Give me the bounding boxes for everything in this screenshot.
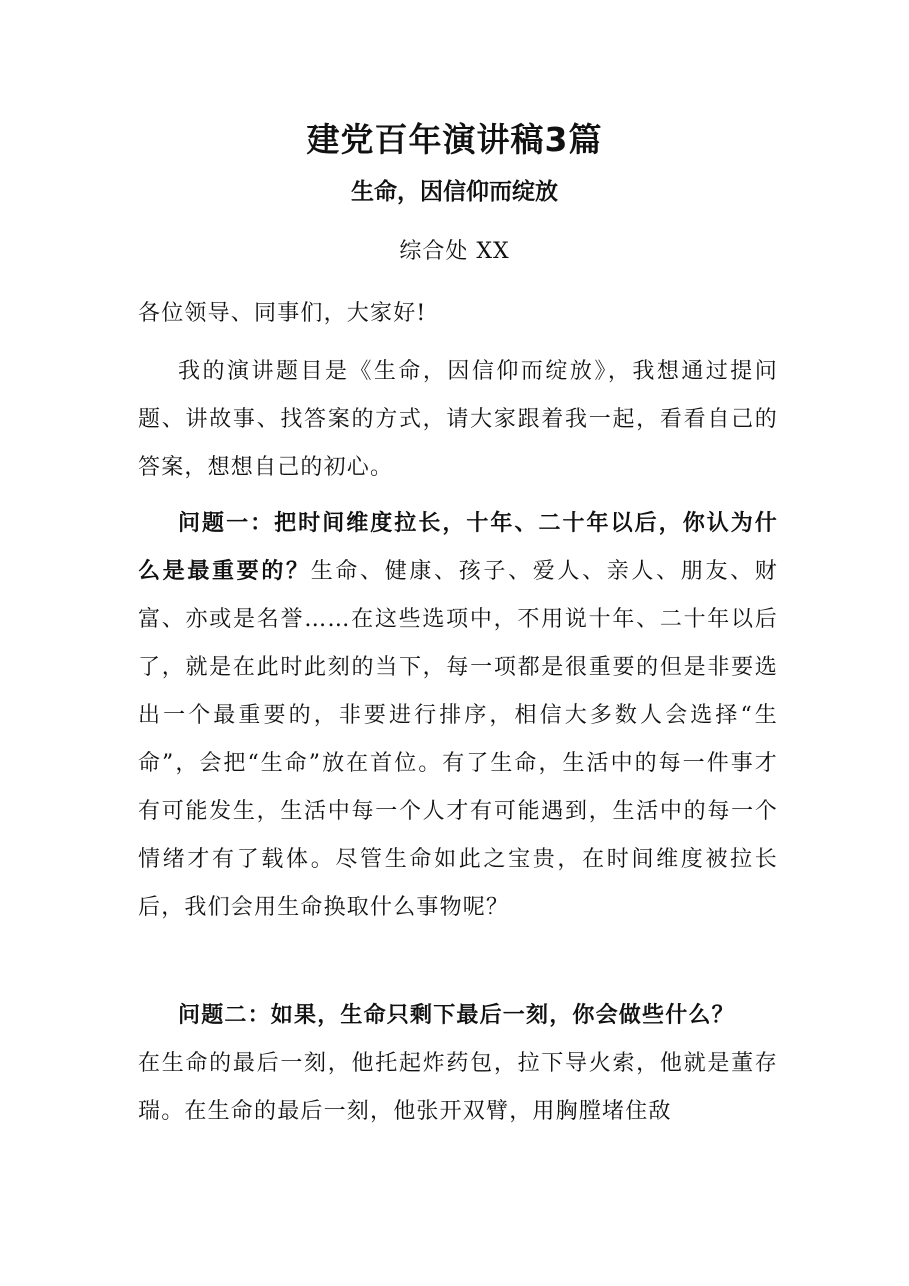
document-title: 建党百年演讲稿3篇	[306, 120, 603, 159]
question-two-body: 在生命的最后一刻，他托起炸药包，拉下导火索，他就是董存瑞。在生命的最后一刻，他张开双臂，用胸膛堵住敌	[138, 1051, 778, 1124]
question-two-paragraph	[138, 992, 778, 1136]
question-two-heading: 问题二：如果，生命只剩下最后一刻，你会做些什么？	[178, 1003, 735, 1028]
question-one-body: 生命、健康、孩子、爱人、亲人、朋友、财富、亦或是名誉……在这些选项中，不用说十年、二十年以后了，就是在此时此刻的当下，每一项都是很重要的但是非要选出一个最重要的，非要进行排序，相信大多数人会选择“生命”，会把“生命”放在首位。有了生命，生活中的每一件事才有可能发生，生活中每一个人才有可能遇到，生活中的每一个情绪才有了载体。尽管生命如此之宝贵，在时间维度被拉长后，我们会用生命换取什么事物呢？	[138, 559, 778, 920]
intro-paragraph: 我的演讲题目是《生命，因信仰而绽放》，我想通过提问题、讲故事、找答案的方式，请大家跟着我一起，看看自己的答案，想想自己的初心。	[138, 359, 778, 480]
greeting-paragraph: 各位领导、同事们，大家好!	[138, 301, 427, 326]
author-line: 综合处 XX	[399, 239, 510, 264]
question-one-heading: 问题一：把时间维度拉长，十年、二十年以后，你认为什么是最重要的？	[138, 511, 778, 584]
speech-subtitle: 生命，因信仰而绽放	[351, 179, 558, 205]
question-one-paragraph	[138, 500, 778, 932]
